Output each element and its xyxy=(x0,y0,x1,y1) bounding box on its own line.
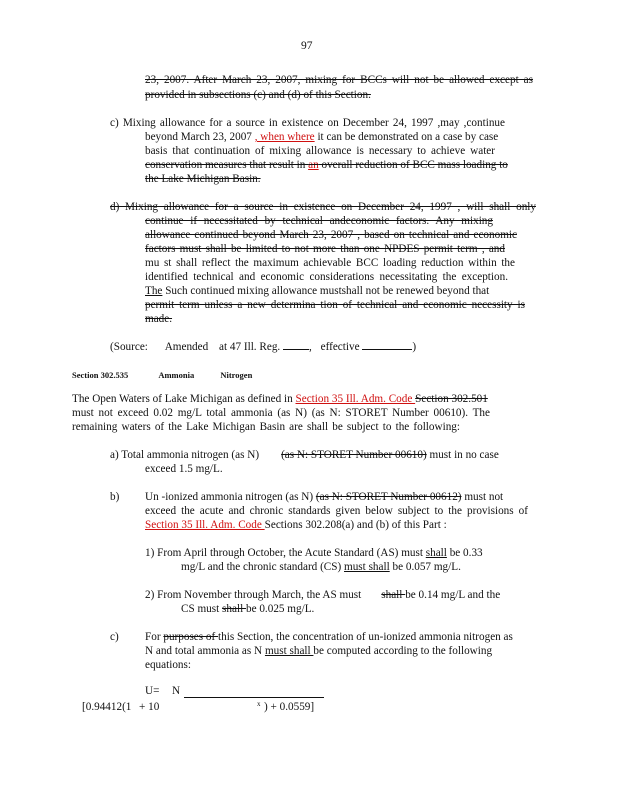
item-c-text: For xyxy=(145,631,164,643)
item-b2-line-1 xyxy=(145,588,545,602)
item-b-label: b) xyxy=(110,491,120,503)
equation-denominator-start: [0.94412(1 xyxy=(82,701,132,713)
blank-line xyxy=(283,340,309,350)
intro-text: The Open Waters of Lake Michigan as defined in xyxy=(72,393,296,405)
para-c-text: overall reduction of BCC mass loading to xyxy=(318,159,508,171)
fraction-bar xyxy=(184,697,324,698)
item-b2-text: be 0.025 mg/L. xyxy=(245,603,315,615)
item-b1-text: 1) From April through October, the Acute Standard (AS) must xyxy=(145,547,426,559)
item-b-deleted: (as N: STORET Number 00612) xyxy=(315,491,462,503)
item-a-text: must in no case xyxy=(426,449,499,461)
item-b2-text: CS must xyxy=(181,603,223,615)
item-b1-underlined: must shall xyxy=(344,561,390,573)
intro-line-1 xyxy=(72,392,522,406)
item-b-line-3 xyxy=(145,518,545,532)
equation-numerator: N xyxy=(172,685,181,697)
source-text: ) xyxy=(412,341,417,353)
intro-line-2: must not exceed 0.02 mg/L total ammonia (as N) (as N: STORET Number 00610). The xyxy=(72,407,490,419)
equation-lhs: U= xyxy=(145,685,160,697)
item-b-text: must not xyxy=(461,491,504,503)
item-c-line-1 xyxy=(145,630,545,644)
section-title: Ammonia xyxy=(158,370,195,380)
para-d-line-4: factors must shall be limited to not more than one NPDES permit term , and xyxy=(145,243,505,255)
intro-line-3: remaining waters of the Lake Michigan Basin are shall be subject to the following: xyxy=(72,421,460,433)
blank-line xyxy=(362,340,412,350)
para-d-line-1: d) Mixing allowance for a source in existence on December 24, 1997 , will shall only xyxy=(110,201,536,213)
source-label: (Source: xyxy=(110,341,148,353)
item-a-text: a) Total ammonia nitrogen (as N) xyxy=(110,449,260,461)
inserted-text: Section 35 Ill. Adm. Code xyxy=(145,519,265,531)
item-b1-underlined: shall xyxy=(425,547,447,559)
item-b2-deleted: shall xyxy=(222,603,246,615)
para-d-line-8: permit term unless a new determina tion of technical and economic necessity is xyxy=(145,299,525,311)
item-b2-text: be 0.14 mg/L and the xyxy=(405,589,501,601)
item-a-line-2: exceed 1.5 mg/L. xyxy=(145,463,223,475)
item-b2-text: 2) From November through March, the AS must xyxy=(145,589,362,601)
item-b2-deleted: shall xyxy=(381,589,406,601)
item-c-deleted: purposes of xyxy=(163,631,219,643)
para-d-line-7 xyxy=(145,284,515,298)
para-c-line-3: basis that continuation of mixing allowance is necessary to achieve water xyxy=(145,145,495,157)
item-a-deleted: (as N: STORET Number 00610) xyxy=(281,449,427,461)
section-title: Nitrogen xyxy=(220,370,253,380)
section-heading xyxy=(72,368,252,382)
item-b1-text: mg/L and the chronic standard (CS) xyxy=(181,561,345,573)
para-c-line-5: the Lake Michigan Basin. xyxy=(145,173,261,185)
para-d-line-2: continue if necessitated by technical andeconomic factors. Any mixing xyxy=(145,215,493,227)
item-b1-line-2 xyxy=(181,560,541,574)
para-c-line-2 xyxy=(145,130,515,144)
para-c-line-1: c) Mixing allowance for a source in existence on December 24, 1997 ,may ,continue xyxy=(110,117,505,129)
inserted-text: Section 35 Ill. Adm. Code xyxy=(295,393,416,405)
source-note xyxy=(110,340,416,354)
para-c-text: it can be demonstrated on a case by case xyxy=(314,131,499,143)
inserted-text: , when where xyxy=(254,131,315,143)
equation-exponent: x xyxy=(257,700,261,708)
top-line-2: provided in subsections (c) and (d) of this Section. xyxy=(145,89,371,101)
source-text: at 47 Ill. Reg. xyxy=(219,341,281,353)
para-c-line-4 xyxy=(145,158,533,172)
section-number: Section 302.535 xyxy=(72,370,129,380)
page-number: 97 xyxy=(301,40,313,52)
para-d-line-6: identified technical and economic considerations necessitating the exception. xyxy=(145,271,508,283)
item-c-line-2 xyxy=(145,644,545,658)
item-c-text: N and total ammonia as N xyxy=(145,645,265,657)
inserted-text: an xyxy=(308,159,319,171)
equation-denominator-ten: + 10 xyxy=(139,701,160,713)
item-b-line-2: exceed the acute and chronic standards given below subject to the provisions of xyxy=(145,505,528,517)
item-c-line-3: equations: xyxy=(145,659,191,671)
top-line-1: 23, 2007. After March 23, 2007, mixing for BCCs will not be allowed except as xyxy=(145,74,533,86)
source-text: , xyxy=(309,341,312,353)
item-b1-text: be 0.057 mg/L. xyxy=(389,561,461,573)
para-d-line-5: mu st shall reflect the maximum achievable BCC loading reduction within the xyxy=(145,257,515,269)
source-text: Amended xyxy=(164,341,209,353)
intro-text: Section 302.501 xyxy=(415,393,488,405)
para-c-text: beyond March 23, 2007 xyxy=(145,131,255,143)
item-c-label: c) xyxy=(110,631,119,643)
item-b1-text: be 0.33 xyxy=(446,547,483,559)
para-d-line-9: made. xyxy=(145,313,173,325)
item-c-underlined: must shall xyxy=(264,645,314,657)
para-c-text: conservation measures that result in xyxy=(145,159,309,171)
item-c-text: be computed according to the following xyxy=(313,645,493,657)
item-b-text: Un -ionized ammonia nitrogen (as N) xyxy=(145,491,316,503)
para-d-text: Such continued mixing allowance mustshall not be renewed beyond that xyxy=(162,285,490,297)
item-b-line-1 xyxy=(145,490,545,504)
item-b2-line-2 xyxy=(181,602,481,616)
equation-denominator-end: ) + 0.0559] xyxy=(264,701,315,713)
item-a-line-1 xyxy=(110,448,540,462)
item-b-text: Sections 302.208(a) and (b) of this Part : xyxy=(264,519,447,531)
source-text: effective xyxy=(320,341,360,353)
para-d-text: The xyxy=(145,285,163,297)
para-d-line-3: allowance continued beyond March 23, 2007 , based on technical and economic xyxy=(145,229,517,241)
item-b1-line-1 xyxy=(145,546,545,560)
item-c-text: this Section, the concentration of un-ionized ammonia nitrogen as xyxy=(218,631,513,643)
